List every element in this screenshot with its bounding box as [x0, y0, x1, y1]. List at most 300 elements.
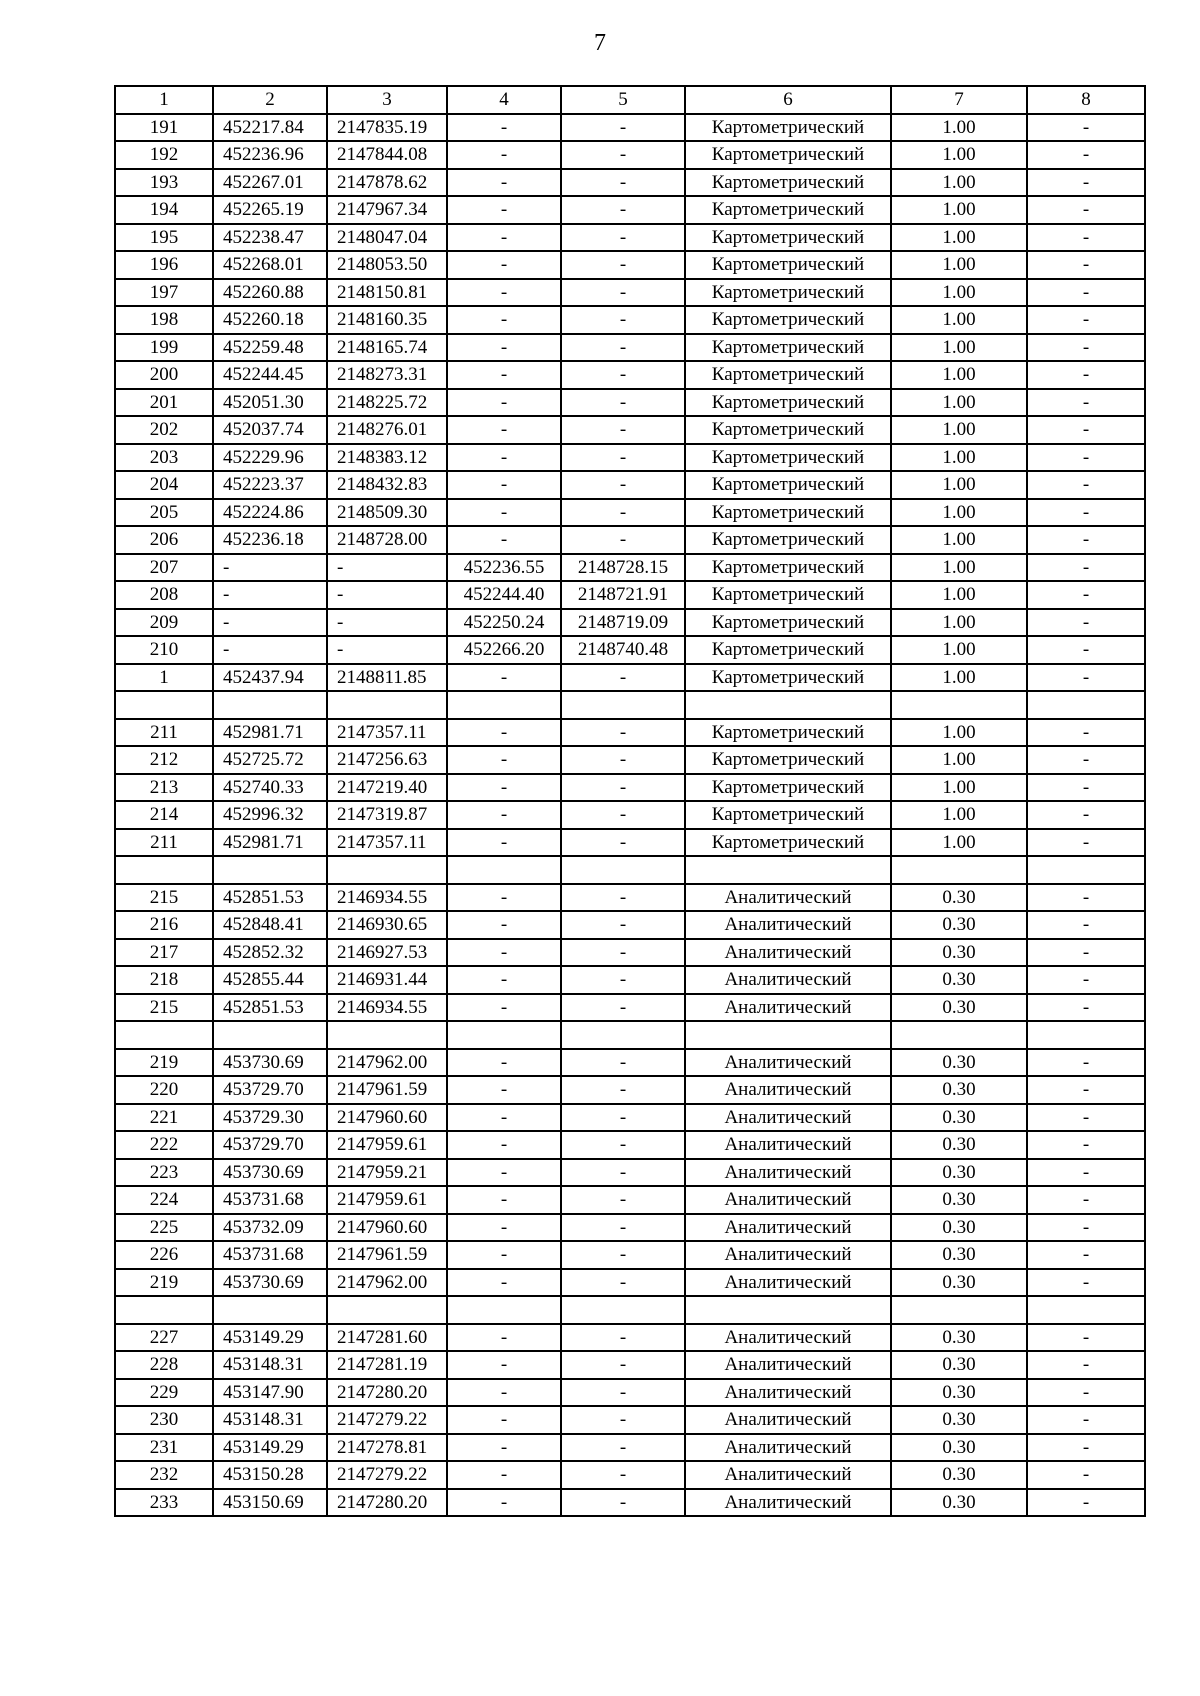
table-cell: -: [1027, 939, 1145, 967]
table-cell: Картометрический: [685, 196, 891, 224]
table-cell: 1.00: [891, 334, 1027, 362]
table-cell: [685, 1021, 891, 1049]
table-row: [115, 911, 1145, 939]
table-cell: 1.00: [891, 141, 1027, 169]
table-cell: -: [1027, 801, 1145, 829]
header-row: [115, 86, 1145, 114]
table-cell: -: [447, 801, 561, 829]
table-row: [115, 994, 1145, 1022]
table-cell: 452238.47: [213, 224, 327, 252]
table-cell: 226: [115, 1241, 213, 1269]
table-cell: Картометрический: [685, 416, 891, 444]
table-cell: 2148150.81: [327, 279, 447, 307]
table-cell: -: [447, 994, 561, 1022]
table-cell: [891, 1296, 1027, 1324]
table-cell: -: [447, 1214, 561, 1242]
table-cell: Картометрический: [685, 581, 891, 609]
table-cell: Аналитический: [685, 1104, 891, 1132]
table-row: [115, 251, 1145, 279]
table-cell: Аналитический: [685, 1049, 891, 1077]
table-cell: 2148160.35: [327, 306, 447, 334]
table-cell: Картометрический: [685, 279, 891, 307]
table-cell: 2147844.08: [327, 141, 447, 169]
table-cell: 452725.72: [213, 746, 327, 774]
table-cell: 1.00: [891, 664, 1027, 692]
table-header: [115, 86, 1145, 114]
table-cell: -: [561, 746, 685, 774]
table-cell: 2148225.72: [327, 389, 447, 417]
table-cell: 1.00: [891, 499, 1027, 527]
table-cell: [447, 691, 561, 719]
table-cell: [561, 1296, 685, 1324]
table-row: [115, 801, 1145, 829]
table-cell: 452740.33: [213, 774, 327, 802]
table-cell: 0.30: [891, 1269, 1027, 1297]
table-cell: 201: [115, 389, 213, 417]
table-cell: 2147357.11: [327, 829, 447, 857]
table-cell: 452244.40: [447, 581, 561, 609]
table-cell: 2147279.22: [327, 1461, 447, 1489]
table-cell: Картометрический: [685, 224, 891, 252]
table-cell: -: [1027, 526, 1145, 554]
table-cell: Аналитический: [685, 1489, 891, 1517]
table-cell: 452244.45: [213, 361, 327, 389]
table-cell: -: [447, 1186, 561, 1214]
table-cell: 1.00: [891, 361, 1027, 389]
table-cell: -: [561, 911, 685, 939]
table-cell: -: [327, 636, 447, 664]
table-cell: [213, 1296, 327, 1324]
table-cell: 2148047.04: [327, 224, 447, 252]
table-cell: Картометрический: [685, 471, 891, 499]
table-cell: -: [561, 389, 685, 417]
table-cell: 1.00: [891, 389, 1027, 417]
table-cell: Аналитический: [685, 994, 891, 1022]
table-cell: [213, 691, 327, 719]
table-cell: -: [213, 609, 327, 637]
table-cell: 2147278.81: [327, 1434, 447, 1462]
table-cell: -: [1027, 334, 1145, 362]
table-row: [115, 1241, 1145, 1269]
table-cell: 452848.41: [213, 911, 327, 939]
table-row: [115, 1489, 1145, 1517]
table-cell: [1027, 1296, 1145, 1324]
table-cell: Аналитический: [685, 1076, 891, 1104]
table-row: [115, 224, 1145, 252]
table-row: [115, 141, 1145, 169]
table-cell: 452236.18: [213, 526, 327, 554]
table-row: [115, 939, 1145, 967]
table-cell: 204: [115, 471, 213, 499]
table-cell: -: [561, 471, 685, 499]
table-cell: -: [1027, 389, 1145, 417]
table-cell: 452250.24: [447, 609, 561, 637]
table-cell: -: [447, 1104, 561, 1132]
table-cell: 2147319.87: [327, 801, 447, 829]
table-cell: [891, 1021, 1027, 1049]
table-cell: 0.30: [891, 966, 1027, 994]
table-cell: -: [561, 224, 685, 252]
table-cell: 2147960.60: [327, 1214, 447, 1242]
table-cell: -: [327, 609, 447, 637]
table-cell: -: [1027, 884, 1145, 912]
table-cell: -: [1027, 1104, 1145, 1132]
table-cell: -: [561, 884, 685, 912]
table-cell: 452267.01: [213, 169, 327, 197]
table-cell: 453730.69: [213, 1269, 327, 1297]
table-cell: -: [447, 1434, 561, 1462]
table-row: [115, 114, 1145, 142]
table-cell: Картометрический: [685, 251, 891, 279]
table-cell: 195: [115, 224, 213, 252]
table-cell: Картометрический: [685, 801, 891, 829]
table-cell: 452996.32: [213, 801, 327, 829]
table-cell: 452260.18: [213, 306, 327, 334]
table-cell: -: [447, 719, 561, 747]
table-cell: -: [1027, 471, 1145, 499]
table-cell: [685, 691, 891, 719]
table-cell: -: [1027, 1241, 1145, 1269]
table-cell: [327, 856, 447, 884]
table-cell: 221: [115, 1104, 213, 1132]
table-cell: -: [447, 911, 561, 939]
column-header-2: 2: [213, 86, 327, 114]
table-cell: 210: [115, 636, 213, 664]
table-cell: 453148.31: [213, 1351, 327, 1379]
table-cell: -: [1027, 609, 1145, 637]
table-cell: 211: [115, 719, 213, 747]
table-cell: -: [1027, 1489, 1145, 1517]
table-cell: Картометрический: [685, 664, 891, 692]
table-cell: Картометрический: [685, 334, 891, 362]
table-cell: -: [1027, 306, 1145, 334]
table-cell: 2147961.59: [327, 1241, 447, 1269]
table-cell: -: [447, 1489, 561, 1517]
table-cell: Аналитический: [685, 1131, 891, 1159]
table-cell: Аналитический: [685, 1434, 891, 1462]
table-cell: -: [561, 1351, 685, 1379]
table-cell: -: [1027, 1159, 1145, 1187]
table-cell: 452266.20: [447, 636, 561, 664]
table-cell: 2147357.11: [327, 719, 447, 747]
table-cell: -: [1027, 416, 1145, 444]
table-cell: -: [447, 1159, 561, 1187]
table-row: [115, 471, 1145, 499]
table-cell: 1.00: [891, 746, 1027, 774]
table-cell: 1.00: [891, 829, 1027, 857]
table-cell: [327, 1296, 447, 1324]
table-cell: -: [1027, 1461, 1145, 1489]
page-number: 7: [594, 30, 606, 56]
table-cell: 453150.69: [213, 1489, 327, 1517]
table-cell: [561, 1021, 685, 1049]
table-cell: -: [1027, 664, 1145, 692]
table-cell: -: [561, 361, 685, 389]
table-cell: 207: [115, 554, 213, 582]
table-cell: [1027, 691, 1145, 719]
column-header-1: 1: [115, 86, 213, 114]
table-cell: 453729.70: [213, 1076, 327, 1104]
table-cell: -: [1027, 279, 1145, 307]
table-cell: [115, 691, 213, 719]
table-cell: Картометрический: [685, 169, 891, 197]
table-cell: -: [1027, 196, 1145, 224]
table-row: [115, 416, 1145, 444]
column-header-8: 8: [1027, 86, 1145, 114]
table-cell: -: [561, 1406, 685, 1434]
table-cell: 223: [115, 1159, 213, 1187]
table-cell: -: [1027, 1214, 1145, 1242]
table-cell: 452851.53: [213, 994, 327, 1022]
table-cell: -: [447, 334, 561, 362]
table-cell: 2147279.22: [327, 1406, 447, 1434]
table-cell: 230: [115, 1406, 213, 1434]
table-cell: 2147280.20: [327, 1489, 447, 1517]
table-cell: -: [447, 169, 561, 197]
table-cell: -: [213, 581, 327, 609]
table-cell: 1.00: [891, 581, 1027, 609]
separator-row: [115, 691, 1145, 719]
table-cell: 452855.44: [213, 966, 327, 994]
table-row: [115, 746, 1145, 774]
table-cell: 452437.94: [213, 664, 327, 692]
table-cell: 2148432.83: [327, 471, 447, 499]
table-cell: 2147959.21: [327, 1159, 447, 1187]
table-cell: -: [561, 1269, 685, 1297]
table-cell: 1: [115, 664, 213, 692]
table-cell: -: [561, 1434, 685, 1462]
table-cell: -: [447, 664, 561, 692]
table-cell: -: [1027, 1049, 1145, 1077]
table-cell: Картометрический: [685, 306, 891, 334]
column-header-4: 4: [447, 86, 561, 114]
table-cell: -: [1027, 114, 1145, 142]
table-cell: -: [1027, 361, 1145, 389]
column-header-5: 5: [561, 86, 685, 114]
separator-row: [115, 1021, 1145, 1049]
table-cell: -: [561, 939, 685, 967]
table-row: [115, 664, 1145, 692]
table-cell: -: [447, 416, 561, 444]
column-header-7: 7: [891, 86, 1027, 114]
table-cell: -: [1027, 911, 1145, 939]
table-cell: 191: [115, 114, 213, 142]
table-row: [115, 719, 1145, 747]
table-cell: [891, 691, 1027, 719]
table-cell: 227: [115, 1324, 213, 1352]
table-cell: Аналитический: [685, 1406, 891, 1434]
table-cell: -: [213, 636, 327, 664]
table-cell: -: [447, 1324, 561, 1352]
table-cell: 2147878.62: [327, 169, 447, 197]
table-cell: 2147281.19: [327, 1351, 447, 1379]
table-cell: 198: [115, 306, 213, 334]
table-cell: [213, 1021, 327, 1049]
table-cell: [561, 691, 685, 719]
table-cell: -: [1027, 1434, 1145, 1462]
table-cell: 453729.70: [213, 1131, 327, 1159]
table-cell: -: [1027, 1076, 1145, 1104]
table-cell: -: [1027, 1131, 1145, 1159]
table-cell: 2148811.85: [327, 664, 447, 692]
table-cell: -: [561, 1049, 685, 1077]
table-cell: -: [1027, 774, 1145, 802]
table-cell: -: [561, 801, 685, 829]
table-row: [115, 609, 1145, 637]
table-cell: -: [213, 554, 327, 582]
table-cell: -: [1027, 251, 1145, 279]
table-cell: Картометрический: [685, 361, 891, 389]
table-cell: 217: [115, 939, 213, 967]
table-cell: 214: [115, 801, 213, 829]
table-row: [115, 829, 1145, 857]
table-cell: 0.30: [891, 1159, 1027, 1187]
table-cell: 2148383.12: [327, 444, 447, 472]
table-cell: 2147256.63: [327, 746, 447, 774]
table-cell: [1027, 1021, 1145, 1049]
table-cell: Аналитический: [685, 1351, 891, 1379]
table-cell: 0.30: [891, 1186, 1027, 1214]
table-cell: -: [561, 499, 685, 527]
table-cell: 0.30: [891, 1379, 1027, 1407]
table-cell: 215: [115, 884, 213, 912]
table-cell: Картометрический: [685, 719, 891, 747]
table-cell: 193: [115, 169, 213, 197]
table-cell: 1.00: [891, 609, 1027, 637]
table-cell: 1.00: [891, 801, 1027, 829]
table-cell: Картометрический: [685, 746, 891, 774]
table-cell: -: [1027, 141, 1145, 169]
table-cell: 194: [115, 196, 213, 224]
table-cell: 1.00: [891, 554, 1027, 582]
table-cell: 2147835.19: [327, 114, 447, 142]
table-cell: 2146930.65: [327, 911, 447, 939]
table-cell: 192: [115, 141, 213, 169]
table-cell: -: [447, 279, 561, 307]
table-cell: [115, 856, 213, 884]
table-cell: -: [561, 1461, 685, 1489]
table-cell: 196: [115, 251, 213, 279]
table-cell: 1.00: [891, 196, 1027, 224]
table-cell: 2148728.15: [561, 554, 685, 582]
table-cell: 0.30: [891, 884, 1027, 912]
table-cell: Аналитический: [685, 1241, 891, 1269]
table-cell: 0.30: [891, 1324, 1027, 1352]
table-cell: -: [447, 114, 561, 142]
table-cell: -: [327, 554, 447, 582]
table-cell: 2148728.00: [327, 526, 447, 554]
table-cell: 231: [115, 1434, 213, 1462]
table-cell: 2148740.48: [561, 636, 685, 664]
table-cell: 2147959.61: [327, 1131, 447, 1159]
table-cell: Картометрический: [685, 141, 891, 169]
separator-row: [115, 1296, 1145, 1324]
table-cell: -: [447, 746, 561, 774]
table-cell: Аналитический: [685, 1186, 891, 1214]
table-cell: 206: [115, 526, 213, 554]
table-cell: -: [561, 526, 685, 554]
table-cell: 2147280.20: [327, 1379, 447, 1407]
table-cell: 0.30: [891, 1214, 1027, 1242]
table-cell: 197: [115, 279, 213, 307]
table-cell: 0.30: [891, 1489, 1027, 1517]
table-cell: Аналитический: [685, 966, 891, 994]
table-cell: 2147967.34: [327, 196, 447, 224]
table-cell: 1.00: [891, 719, 1027, 747]
table-cell: [115, 1021, 213, 1049]
table-cell: -: [561, 196, 685, 224]
table-cell: 0.30: [891, 1049, 1027, 1077]
table-cell: -: [561, 719, 685, 747]
table-cell: [447, 856, 561, 884]
table-cell: 452236.96: [213, 141, 327, 169]
table-cell: -: [561, 994, 685, 1022]
table-cell: 453731.68: [213, 1241, 327, 1269]
table-cell: 2148719.09: [561, 609, 685, 637]
table-cell: -: [561, 444, 685, 472]
table-cell: 224: [115, 1186, 213, 1214]
table-cell: 212: [115, 746, 213, 774]
table-cell: Картометрический: [685, 526, 891, 554]
table-cell: -: [447, 251, 561, 279]
table-cell: Картометрический: [685, 554, 891, 582]
table-cell: -: [561, 1131, 685, 1159]
table-cell: 0.30: [891, 911, 1027, 939]
table-cell: 1.00: [891, 444, 1027, 472]
table-cell: Картометрический: [685, 499, 891, 527]
table-cell: -: [447, 1461, 561, 1489]
table-row: [115, 389, 1145, 417]
table-cell: -: [447, 1131, 561, 1159]
table-cell: -: [447, 444, 561, 472]
table-cell: 205: [115, 499, 213, 527]
table-cell: Картометрический: [685, 609, 891, 637]
table-cell: -: [1027, 966, 1145, 994]
table-cell: 0.30: [891, 1076, 1027, 1104]
table-cell: -: [447, 224, 561, 252]
table-cell: Картометрический: [685, 114, 891, 142]
table-cell: 213: [115, 774, 213, 802]
table-cell: 1.00: [891, 471, 1027, 499]
table-cell: 452224.86: [213, 499, 327, 527]
table-row: [115, 499, 1145, 527]
table-cell: -: [1027, 169, 1145, 197]
table-cell: Аналитический: [685, 884, 891, 912]
table-cell: 222: [115, 1131, 213, 1159]
table-cell: 452265.19: [213, 196, 327, 224]
table-cell: -: [561, 1159, 685, 1187]
table-cell: -: [447, 884, 561, 912]
table-cell: 229: [115, 1379, 213, 1407]
table-cell: 0.30: [891, 1434, 1027, 1462]
table-cell: -: [447, 306, 561, 334]
table-cell: -: [447, 196, 561, 224]
table-cell: 2147219.40: [327, 774, 447, 802]
table-cell: 0.30: [891, 1131, 1027, 1159]
table-row: [115, 444, 1145, 472]
table-cell: -: [561, 416, 685, 444]
table-cell: 2148721.91: [561, 581, 685, 609]
table-cell: 453149.29: [213, 1324, 327, 1352]
table-cell: -: [447, 1406, 561, 1434]
table-cell: 200: [115, 361, 213, 389]
table-row: [115, 1159, 1145, 1187]
table-cell: 452852.32: [213, 939, 327, 967]
table-cell: 452259.48: [213, 334, 327, 362]
table-cell: Картометрический: [685, 829, 891, 857]
column-header-6: 6: [685, 86, 891, 114]
table-cell: 452037.74: [213, 416, 327, 444]
